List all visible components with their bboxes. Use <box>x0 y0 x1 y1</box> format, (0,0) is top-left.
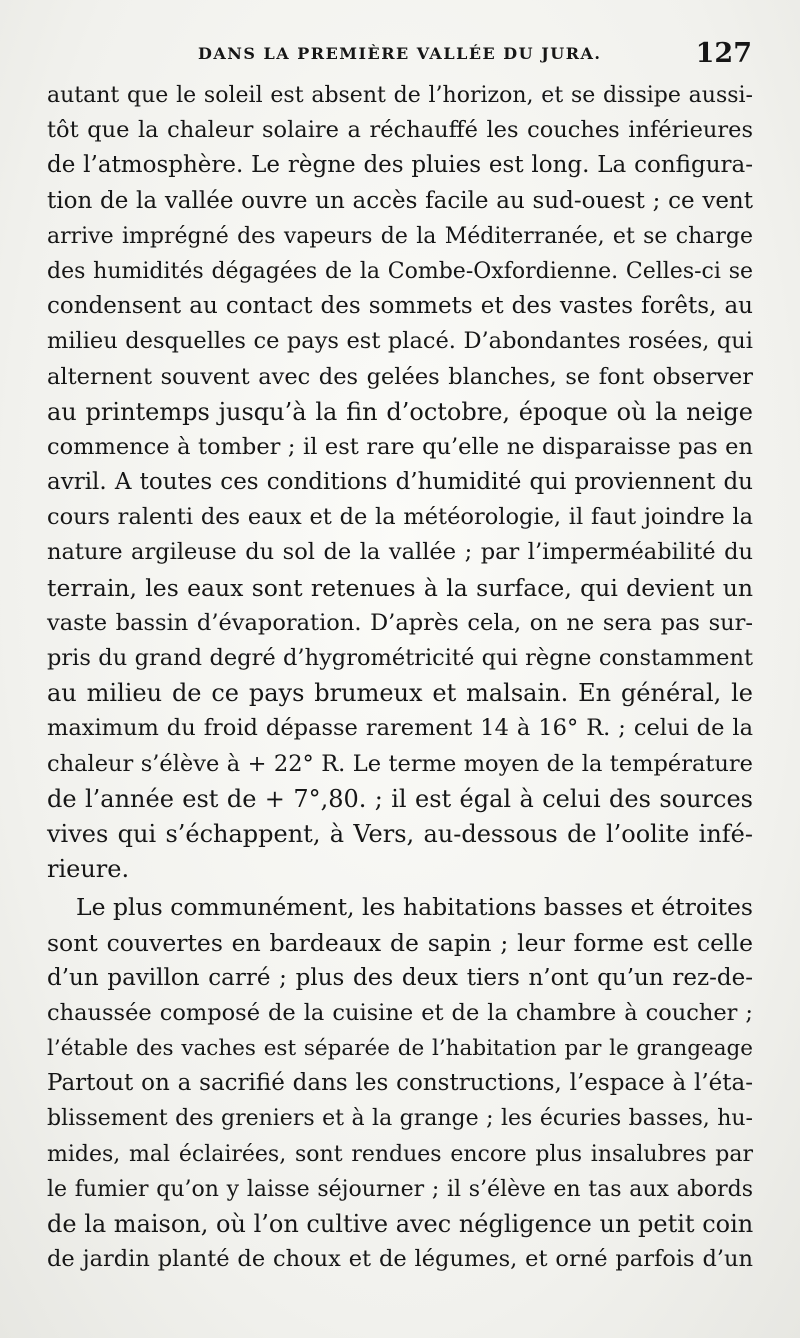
text-line: blissement des greniers et à la grange ; les écuries basses, hu- <box>47 1106 753 1132</box>
text-line: mides, mal éclairées, sont rendues encore plus insalubres par <box>47 1141 753 1167</box>
text-line: au printemps jusqu’à la fin d’octobre, époque où la neige <box>47 397 753 426</box>
paragraph-1 <box>47 78 753 887</box>
text-line: tion de la vallée ouvre un accès facile au sud-ouest ; ce vent <box>47 187 753 214</box>
running-title: DANS LA PREMIÈRE VALLÉE DU JURA. <box>198 44 602 63</box>
page-number: 127 <box>695 38 752 69</box>
text-line: vives qui s’échappent, à Vers, au-dessous de l’oolite infé- <box>47 819 753 848</box>
text-line: alternent souvent avec des gelées blanches, se font observer <box>47 363 753 390</box>
text-line: d’un pavillon carré ; plus des deux tiers n’ont qu’un rez-de- <box>47 964 753 991</box>
text-line: avril. A toutes ces conditions d’humidité qui proviennent du <box>47 469 753 496</box>
text-line: pris du grand degré d’hygrométricité qui règne constamment <box>47 645 753 671</box>
text-line: cours ralenti des eaux et de la météorologie, il faut joindre la <box>47 504 753 531</box>
text-line: maximum du froid dépasse rarement 14 à 16° R. ; celui de la <box>47 715 753 742</box>
text-line: commence à tomber ; il est rare qu’elle ne disparaisse pas en <box>47 433 753 460</box>
text-line: chaussée composé de la cuisine et de la chambre à coucher ; <box>47 999 753 1026</box>
text-line: Partout on a sacrifié dans les constructions, l’espace à l’éta- <box>47 1070 753 1097</box>
text-line: rieure. <box>47 855 130 884</box>
text-line: terrain, les eaux sont retenues à la surface, qui devient un <box>47 573 753 602</box>
text-line: vaste bassin d’évaporation. D’après cela, on ne sera pas sur- <box>47 609 753 636</box>
text-line: des humidités dégagées de la Combe-Oxfordienne. Celles-ci se <box>47 258 753 284</box>
text-line: milieu desquelles ce pays est placé. D’abondantes rosées, qui <box>47 328 753 355</box>
body-text <box>47 78 753 1277</box>
text-line: de jardin planté de choux et de légumes, et orné parfois d’un <box>47 1246 753 1273</box>
text-line: de l’année est de + 7°,80. ; il est égal à celui des sources <box>47 784 753 813</box>
text-line: Le plus communément, les habitations basses et étroites <box>76 893 753 922</box>
text-line: l’étable des vaches est séparée de l’habitation par le grangeage <box>47 1036 753 1062</box>
text-line: arrive imprégné des vapeurs de la Méditerranée, et se charge <box>47 223 753 249</box>
text-line: au milieu de ce pays brumeux et malsain. En général, le <box>47 679 753 708</box>
text-line: sont couvertes en bardeaux de sapin ; leur forme est celle <box>47 928 753 957</box>
text-line: chaleur s’élève à + 22° R. Le terme moyen de la température <box>47 750 753 777</box>
text-line: condensent au contact des sommets et des vastes forêts, au <box>47 293 753 320</box>
running-head <box>48 38 752 78</box>
paragraph-2 <box>47 890 753 1277</box>
text-line: autant que le soleil est absent de l’horizon, et se dissipe aussi- <box>47 83 753 108</box>
text-line: de l’atmosphère. Le règne des pluies est long. La configura- <box>47 152 753 179</box>
text-line: nature argileuse du sol de la vallée ; par l’imperméabilité du <box>47 539 753 566</box>
text-line: tôt que la chaleur solaire a réchauffé les couches inférieures <box>47 117 753 144</box>
text-line: le fumier qu’on y laisse séjourner ; il s’élève en tas aux abords <box>47 1176 753 1202</box>
text-line: de la maison, où l’on cultive avec négligence un petit coin <box>47 1210 754 1238</box>
